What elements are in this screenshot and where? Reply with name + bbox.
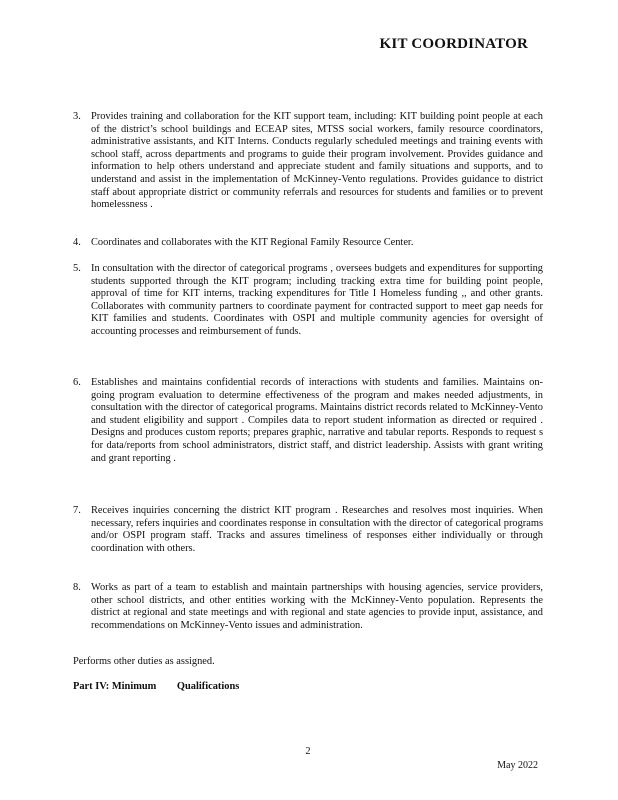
section-part: Part IV: Minimum — [73, 681, 157, 692]
duty-item-7 — [73, 505, 543, 555]
duty-item-3 — [73, 111, 543, 212]
page-number: 2 — [305, 746, 311, 757]
item-number: 4. — [73, 237, 81, 248]
duty-item-6 — [73, 377, 543, 465]
duty-item-8 — [73, 582, 543, 632]
page-title: KIT COORDINATOR — [379, 36, 528, 52]
duty-item-5 — [73, 263, 543, 339]
section-title: Qualifications — [176, 681, 240, 692]
item-number: 6. — [73, 377, 81, 388]
item-text: Receives inquiries concerning the district KIT program . Researches and resolves most inquiries. When necessary, refers inquiries and coordinates response in consultation with the director of categorical programs and/or OSPI program staff. Tracks and assures timeliness of responses either individually or through coordination with others. — [91, 505, 543, 554]
item-text: Establishes and maintains confidential records of interactions with students and families. Maintains on-going program evaluation to determine effectiveness of the program and makes needed adjustments, in consultation with the director of categorical programs. Maintains district records related to McKinney-Vento and student eligibility and support . Compiles data to report student information as directed or required . Designs and produces custom reports; prepares graphic, narrative and tabular reports. Responds to request s for data/reports from school administrators, district staff, and district leadership. Assists with grant writing and grant reporting . — [91, 377, 543, 464]
section-heading — [73, 681, 239, 692]
item-text: Coordinates and collaborates with the KIT Regional Family Resource Center. — [91, 237, 414, 248]
other-duties: Performs other duties as assigned. — [73, 656, 215, 667]
item-number: 3. — [73, 111, 81, 122]
item-number: 7. — [73, 505, 81, 516]
item-text: Works as part of a team to establish and maintain partnerships with housing agencies, service providers, other school districts, and other entities working with the McKinney-Vento population. Represents the district at regional and state meetings and with regional and state agencies to provide input, assistance, and recommendations on McKinney-Vento issues and administration. — [91, 582, 543, 631]
item-text: In consultation with the director of categorical programs , oversees budgets and expenditures for supporting students supported through the KIT program; including tracking extra time for building point people, approval of time for KIT interns, tracking expenditures for Title I Homeless funding ,, and other grants. Collaborates with community partners to coordinate payment for contracted support to meet gap needs for KIT families and students. Coordinates with OSPI and multiple community agencies for oversight of accounting processes and reimbursement of funds. — [91, 263, 543, 337]
item-number: 5. — [73, 263, 81, 274]
item-number: 8. — [73, 582, 81, 593]
duty-item-4 — [73, 237, 543, 250]
item-text: Provides training and collaboration for the KIT support team, including: KIT building point people at each of the district’s school buildings and ECEAP sites, MTSS social workers, family resource coordinators, administrative assistants, and KIT Interns. Conducts regularly scheduled meetings and training events with school staff, across departments and programs to guide their program involvement. Provides guidance and information to help others understand and appreciate student and family situations and supports, and to understand and assist in the implementation of McKinney-Vento regulations. Provides guidance to district staff about appropriate district or community referrals and resources for students and families or to prevent homelessness . — [91, 111, 543, 211]
footer-date: May 2022 — [497, 760, 538, 771]
